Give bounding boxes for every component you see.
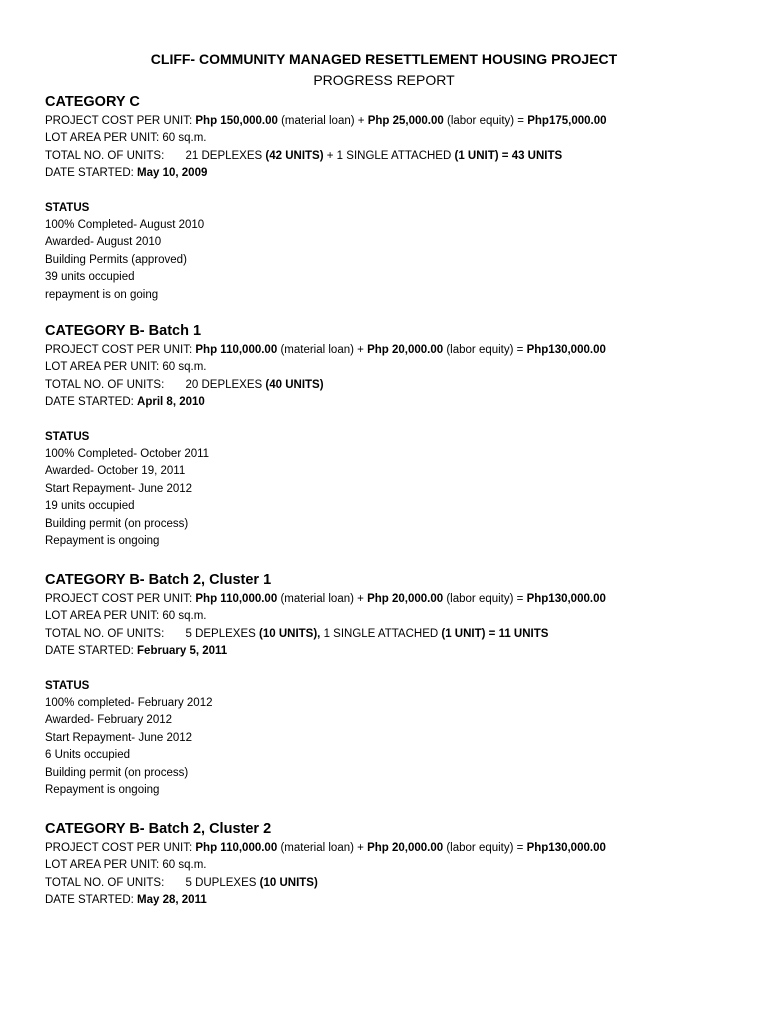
status-item: Repayment is ongoing <box>45 535 160 548</box>
material-loan-label: (material loan) + <box>280 842 364 854</box>
total-units-label: TOTAL NO. OF UNITS: <box>45 378 165 391</box>
total-cost: Php130,000.00 <box>526 593 606 605</box>
project-cost-label: PROJECT COST PER UNIT: <box>45 842 193 854</box>
category-heading: CATEGORY B- Batch 2, Cluster 2 <box>45 821 272 837</box>
material-amount: Php 110,000.00 <box>195 593 278 605</box>
date-started-value: May 28, 2011 <box>137 894 207 907</box>
document-title: CLIFF- COMMUNITY MANAGED RESETTLEMENT HOUSING PROJECT <box>150 51 618 67</box>
lot-area-value: 60 sq.m. <box>162 610 207 623</box>
units-count: (42 UNITS) <box>265 149 324 162</box>
total-cost: Php130,000.00 <box>526 842 606 854</box>
units-extra-count: (1 UNIT) <box>441 627 486 640</box>
units-count: (10 UNITS), <box>259 627 321 640</box>
total-units-line <box>45 626 745 643</box>
material-amount: Php 110,000.00 <box>195 842 278 854</box>
category-b-batch2-cluster2-section <box>45 820 745 910</box>
status-item: Awarded- February 2012 <box>45 714 172 727</box>
date-started-value: May 10, 2009 <box>137 167 208 180</box>
units-extra: 1 SINGLE ATTACHED <box>323 627 439 640</box>
labor-amount: Php 20,000.00 <box>367 593 444 605</box>
labor-equity-label: (labor equity) = <box>446 115 525 127</box>
lot-area-label: LOT AREA PER UNIT: <box>45 610 160 623</box>
status-heading: STATUS <box>45 201 90 214</box>
status-item: Repayment is ongoing <box>45 784 160 797</box>
units-type: 5 DEPLEXES <box>185 627 256 640</box>
status-item: Building permit (on process) <box>45 517 189 530</box>
total-cost: Php175,000.00 <box>527 115 607 127</box>
status-item: 100% Completed- August 2010 <box>45 219 205 232</box>
lot-area-value: 60 sq.m. <box>162 859 207 872</box>
lot-area-value: 60 sq.m. <box>162 132 207 145</box>
total-units-label: TOTAL NO. OF UNITS: <box>45 149 165 162</box>
lot-area-value: 60 sq.m. <box>162 361 207 374</box>
project-cost-label: PROJECT COST PER UNIT: <box>45 344 193 356</box>
status-item: 100% Completed- October 2011 <box>45 448 210 461</box>
status-item: 100% completed- February 2012 <box>45 697 213 710</box>
status-item: 19 units occupied <box>45 500 135 513</box>
date-started-label: DATE STARTED: <box>45 167 134 180</box>
project-cost-label: PROJECT COST PER UNIT: <box>45 115 193 127</box>
date-started-line <box>45 892 745 909</box>
lot-area-line <box>45 857 745 874</box>
labor-amount: Php 20,000.00 <box>367 344 444 356</box>
status-heading: STATUS <box>45 430 90 443</box>
total-units-line <box>45 875 745 892</box>
units-count: (10 UNITS) <box>259 876 318 889</box>
total-units-line <box>45 377 745 394</box>
date-started-value: April 8, 2010 <box>137 396 205 409</box>
status-item: Building permit (on process) <box>45 766 189 779</box>
total-units-label: TOTAL NO. OF UNITS: <box>45 627 165 640</box>
lot-area-line <box>45 359 745 376</box>
status-item: repayment is on going <box>45 288 159 301</box>
date-started-value: February 5, 2011 <box>137 645 228 658</box>
total-units-label: TOTAL NO. OF UNITS: <box>45 876 165 889</box>
status-item: 6 Units occupied <box>45 749 131 762</box>
date-started-line <box>45 165 745 182</box>
status-item: Awarded- October 19, 2011 <box>45 465 186 478</box>
lot-area-label: LOT AREA PER UNIT: <box>45 859 160 872</box>
project-cost-line <box>45 591 745 608</box>
date-started-label: DATE STARTED: <box>45 894 134 907</box>
lot-area-label: LOT AREA PER UNIT: <box>45 132 160 145</box>
units-total: = 43 UNITS <box>501 149 563 162</box>
material-loan-label: (material loan) + <box>281 115 365 127</box>
total-units-line <box>45 148 745 165</box>
units-total: = 11 UNITS <box>488 627 549 640</box>
labor-amount: Php 20,000.00 <box>367 842 444 854</box>
category-heading: CATEGORY C <box>45 94 140 110</box>
material-loan-label: (material loan) + <box>280 344 364 356</box>
material-amount: Php 150,000.00 <box>195 115 278 127</box>
date-started-line <box>45 394 745 411</box>
status-item: Building Permits (approved) <box>45 253 187 266</box>
lot-area-label: LOT AREA PER UNIT: <box>45 361 160 374</box>
units-extra: + 1 SINGLE ATTACHED <box>326 149 452 162</box>
material-loan-label: (material loan) + <box>280 593 364 605</box>
labor-equity-label: (labor equity) = <box>446 344 524 356</box>
total-cost: Php130,000.00 <box>526 344 606 356</box>
project-cost-line <box>45 342 745 359</box>
labor-amount: Php 25,000.00 <box>367 115 444 127</box>
status-item: 39 units occupied <box>45 271 135 284</box>
units-type: 5 DUPLEXES <box>185 876 257 889</box>
labor-equity-label: (labor equity) = <box>446 842 524 854</box>
labor-equity-label: (labor equity) = <box>446 593 524 605</box>
date-started-line <box>45 643 745 660</box>
category-b-batch2-cluster1-section <box>45 571 745 799</box>
lot-area-line <box>45 130 745 147</box>
units-count: (40 UNITS) <box>265 378 324 391</box>
status-heading: STATUS <box>45 679 90 692</box>
units-type: 21 DEPLEXES <box>185 149 263 162</box>
units-extra-count: (1 UNIT) <box>454 149 499 162</box>
status-item: Start Repayment- June 2012 <box>45 482 193 495</box>
category-c-section <box>45 93 745 304</box>
category-b-batch1-section <box>45 322 745 550</box>
category-heading: CATEGORY B- Batch 1 <box>45 323 202 339</box>
project-cost-label: PROJECT COST PER UNIT: <box>45 593 193 605</box>
date-started-label: DATE STARTED: <box>45 645 134 658</box>
date-started-label: DATE STARTED: <box>45 396 134 409</box>
units-type: 20 DEPLEXES <box>185 378 263 391</box>
status-item: Start Repayment- June 2012 <box>45 731 193 744</box>
material-amount: Php 110,000.00 <box>195 344 278 356</box>
project-cost-line <box>45 840 745 857</box>
status-item: Awarded- August 2010 <box>45 236 162 249</box>
document-subtitle: PROGRESS REPORT <box>313 72 455 88</box>
category-heading: CATEGORY B- Batch 2, Cluster 1 <box>45 572 272 588</box>
lot-area-line <box>45 608 745 625</box>
project-cost-line <box>45 113 745 130</box>
